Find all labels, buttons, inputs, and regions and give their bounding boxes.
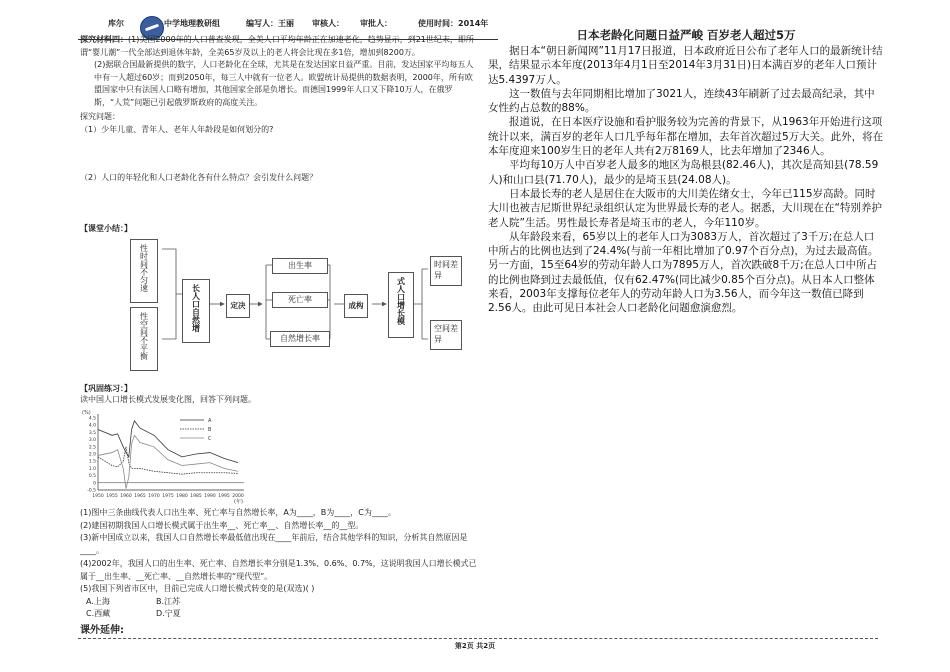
x-tick-label: 1950 [92,494,104,499]
question-title: 探究问题： [80,112,120,121]
article-para-5: 日本最长寿的老人是居住在大阪市的大川美佐绪女士，今年已115岁高龄。同时大川也被吉尼斯世界纪录组织认定为世界最长寿的老人。据悉，大川现在在“特别养护老人院”生活。男性最长寿者是埼玉市的老人，今年110岁。 [488,187,882,229]
material-title: 探究材料四： [80,35,128,44]
y-tick-label: 3.0 [88,438,96,444]
x-axis-label: (年) [234,499,243,505]
group-name: 中学地理教研组 [164,19,220,28]
box-form: 成构 [344,294,368,318]
box-time-diff: 时间差异 [430,256,462,286]
y-tick-label: 1.5 [88,459,96,465]
option-d: D.宁夏 [156,608,181,618]
space-uneven-text: 性空间不平衡 [139,312,149,360]
practice-q3: (3)新中国成立以来，我国人口自然增长率最低值出现在____年前后，结合其他学科的知识，分析其自然原因是____。 [80,533,468,555]
x-tick-label: 2000 [232,494,244,499]
article [488,27,884,316]
x-tick-label: 1980 [176,494,188,499]
series-line-C [98,435,238,488]
y-tick-label: 0.5 [88,474,96,480]
x-tick-label: 1985 [190,494,202,499]
article-para-3: 报道说，在日本医疗设施和看护服务较为完善的背景下，从1963年开始进行这项统计以来，满百岁的老年人口几乎每年都在增加，去年首次超过5万大关。此外，将在本年度迎来100岁生日的老年人共有2万8169人，比去年增加了2346人。 [488,116,884,158]
y-axis-label: (%) [82,410,91,416]
school-name: 库尔 [108,19,124,28]
practice-title: 【巩固练习：】 [80,384,132,393]
box-death-rate: 死亡率 [272,292,328,308]
option-c: C.西藏 [86,608,111,618]
x-tick-label: 1975 [162,494,174,499]
option-a: A.上海 [86,596,110,606]
natural-growth-text: 长人口自然增 [191,284,201,332]
y-tick-label: 4.5 [88,416,96,422]
box-natural-growth [182,279,210,343]
practice-q4: (4)2002年，我国人口的出生率、死亡率、自然增长率分别是1.3%、0.6%、0.7%，这说明我国人口增长模式已属于__出生率、__死亡率、__自然增长率的“现代型”。 [80,559,477,581]
question-2: （2）人口的年轻化和人口老龄化各有什么特点？会引发什么问题？ [80,173,318,182]
article-para-4: 平均每10万人中百岁老人最多的地区为岛根县(82.46人)，其次是高知县(78.59人)和山口县(71.70人)，最少的是埼玉县(24.08人)。 [488,159,879,186]
approver-label: 审批人： [360,19,392,28]
y-tick-label: 2.5 [88,445,96,451]
x-tick-label: 1995 [218,494,230,499]
practice-q2: (2)建国初期我国人口增长模式属于出生率__、死亡率__、自然增长率__的__型。 [80,520,364,530]
y-tick-label: 3.5 [88,430,96,436]
box-decide: 定决 [226,294,250,318]
x-tick-label: 1970 [148,494,160,499]
x-tick-label: 1965 [134,494,146,499]
practice-questions [80,507,480,620]
footer-divider [78,638,878,639]
y-tick-label: 2.0 [88,452,96,458]
option-b: B.江苏 [156,596,181,606]
article-para-1: 据日本“朝日新闻网”11月17日报道，日本政府近日公布了老年人口的最新统计结果，结果显示本年度(2013年4月1日至2014年3月31日)日本满百岁的老年人口预计达5.4397万人。 [488,45,883,86]
question-1: （1）少年儿童、青年人、老年人年龄段是如何划分的? [80,124,274,134]
practice-q1: (1)图中三条曲线代表人口出生率、死亡率与自然增长率，A为____，B为____，C为____。 [80,508,396,517]
x-tick-label: 1960 [120,494,132,499]
time-uneven-text: 性时间不匀速 [139,244,149,292]
article-title: 日本老龄化问题日益严峻 百岁老人超过5万 [576,28,796,42]
y-tick-label: 4.0 [88,423,96,429]
box-space-uneven [130,307,158,371]
reviewer-label: 审核人： [312,19,344,28]
author-label: 编写人：王丽 [246,19,294,28]
article-para-6: 从年龄段来看，65岁以上的老年人口为3083万人，首次超过了3千万;在总人口中所占的比例也达到了24.4%(与前一年相比增加了0.97个百分点)，为过去最高值。另一方面，15至64岁的劳动年龄人口为7895万人，首次跌破8千万;在总人口中所占的比例也降到过去最低值，仅有62.47%(同比减少0.85个百分点)。从日本人口整体来看，2003年支撑每位老年人的劳动年龄人口为3.56人，而今年这一数值已降到2.56人。由此可见日本社会人口老龄化问题愈演愈烈。 [488,230,879,315]
date-label: 使用时间：2014年 [418,19,489,28]
material-2: (2)据联合国最新提供的数字，人口老龄化在全球，尤其是在发达国家日益严重。目前，发达国家平均每五人中有一人超过60岁；而到2050年，每三人中就有一位老人。欧盟统计局提供的数据表明，2000年，所有欧盟国家中只有法国人口略有增加，其他国家全部是负增长。而德国1999年人口又下降10万人，在俄罗斯，“人荒”问题已引起俄罗斯政府的高度关注。 [94,60,474,107]
box-birth-rate: 出生率 [272,258,328,274]
extension-title: 课外延伸: [80,625,124,636]
series-line-A [98,421,238,463]
y-tick-label: 0 [93,481,96,487]
article-para-2: 这一数值与去年同期相比增加了3021人，连续43年刷新了过去最高纪录，其中女性约占总数的88%。 [488,87,875,115]
y-tick-label: 1.0 [88,466,96,472]
growth-mode-text: 式人口增长模 [396,277,406,325]
box-growth-rate: 自然增长率 [270,331,330,347]
x-tick-label: 1990 [204,494,216,499]
population-chart [80,406,260,506]
legend-label-A: A [208,417,212,424]
legend-label-B: B [208,426,212,433]
practice-intro: 读中国人口增长模式发展变化图，回答下列问题。 [80,395,256,404]
y-tick-label: -0.5 [87,488,96,494]
material-1: (1)美国2000年的人口普查发现，全美人口平均年龄正在加速老化，趋势显示，到21世纪末，即所谓“婴儿潮”一代全部达到退休年龄，全美65岁及以上的老人将会比现在多1倍，增加到8200万。 [80,35,474,57]
box-space-diff: 空间差异 [430,320,462,350]
summary-title: 【课堂小结：】 [80,224,132,233]
page-number: 第2页 共2页 [454,642,496,650]
practice-q5: (5)我国下列省市区中，目前已完成人口增长模式转变的是(双选)( ) [80,584,315,593]
box-time-uneven [130,239,158,303]
x-tick-label: 1955 [106,494,118,499]
box-growth-mode [388,272,414,338]
material-section [80,34,480,136]
legend-label-C: C [208,435,212,442]
series-line-B [98,447,238,474]
